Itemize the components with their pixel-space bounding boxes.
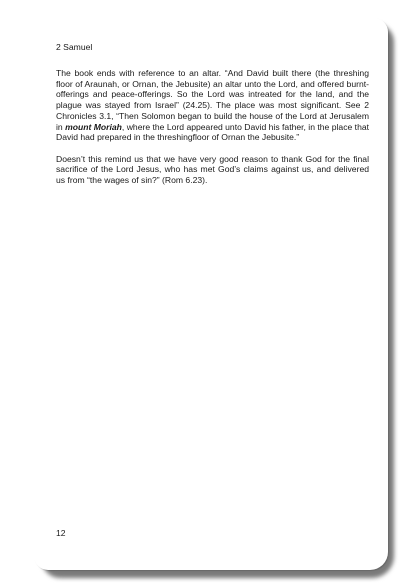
page-number: 12 <box>56 528 66 538</box>
paragraph-sacrifice: Doesn’t this remind us that we have very good reason to thank God for the final sacrifice of the Lord Jesus, who has met God’s claims against us, and delivered us from “the wages of sin?” (Rom 6.23). <box>56 153 369 186</box>
paragraph-altar-text-start: The book ends with reference to an altar. “And David built there (the threshing floor of Araunah, or Ornan, the Jebusite) an altar unto the Lord, and offered burnt-offerings and peace-offerings. So the Lord was intreated for the land, and the plague was stayed from Israel” (24.25). The place was most significant. See 2 Chronicles 3.1, “Then Solomon began to build the house of the Lord at Jerusalem in <box>56 68 369 132</box>
body-text <box>56 68 369 196</box>
running-head: 2 Samuel <box>56 42 93 52</box>
paragraph-altar-text-end: , where the Lord appeared unto David his father, in the place that David had prepared in the threshingfloor of Ornan the Jebusite.” <box>56 121 370 143</box>
paragraph-altar <box>56 68 369 143</box>
emphasis-mount-moriah: mount Moriah <box>65 121 122 132</box>
book-page <box>34 18 388 570</box>
